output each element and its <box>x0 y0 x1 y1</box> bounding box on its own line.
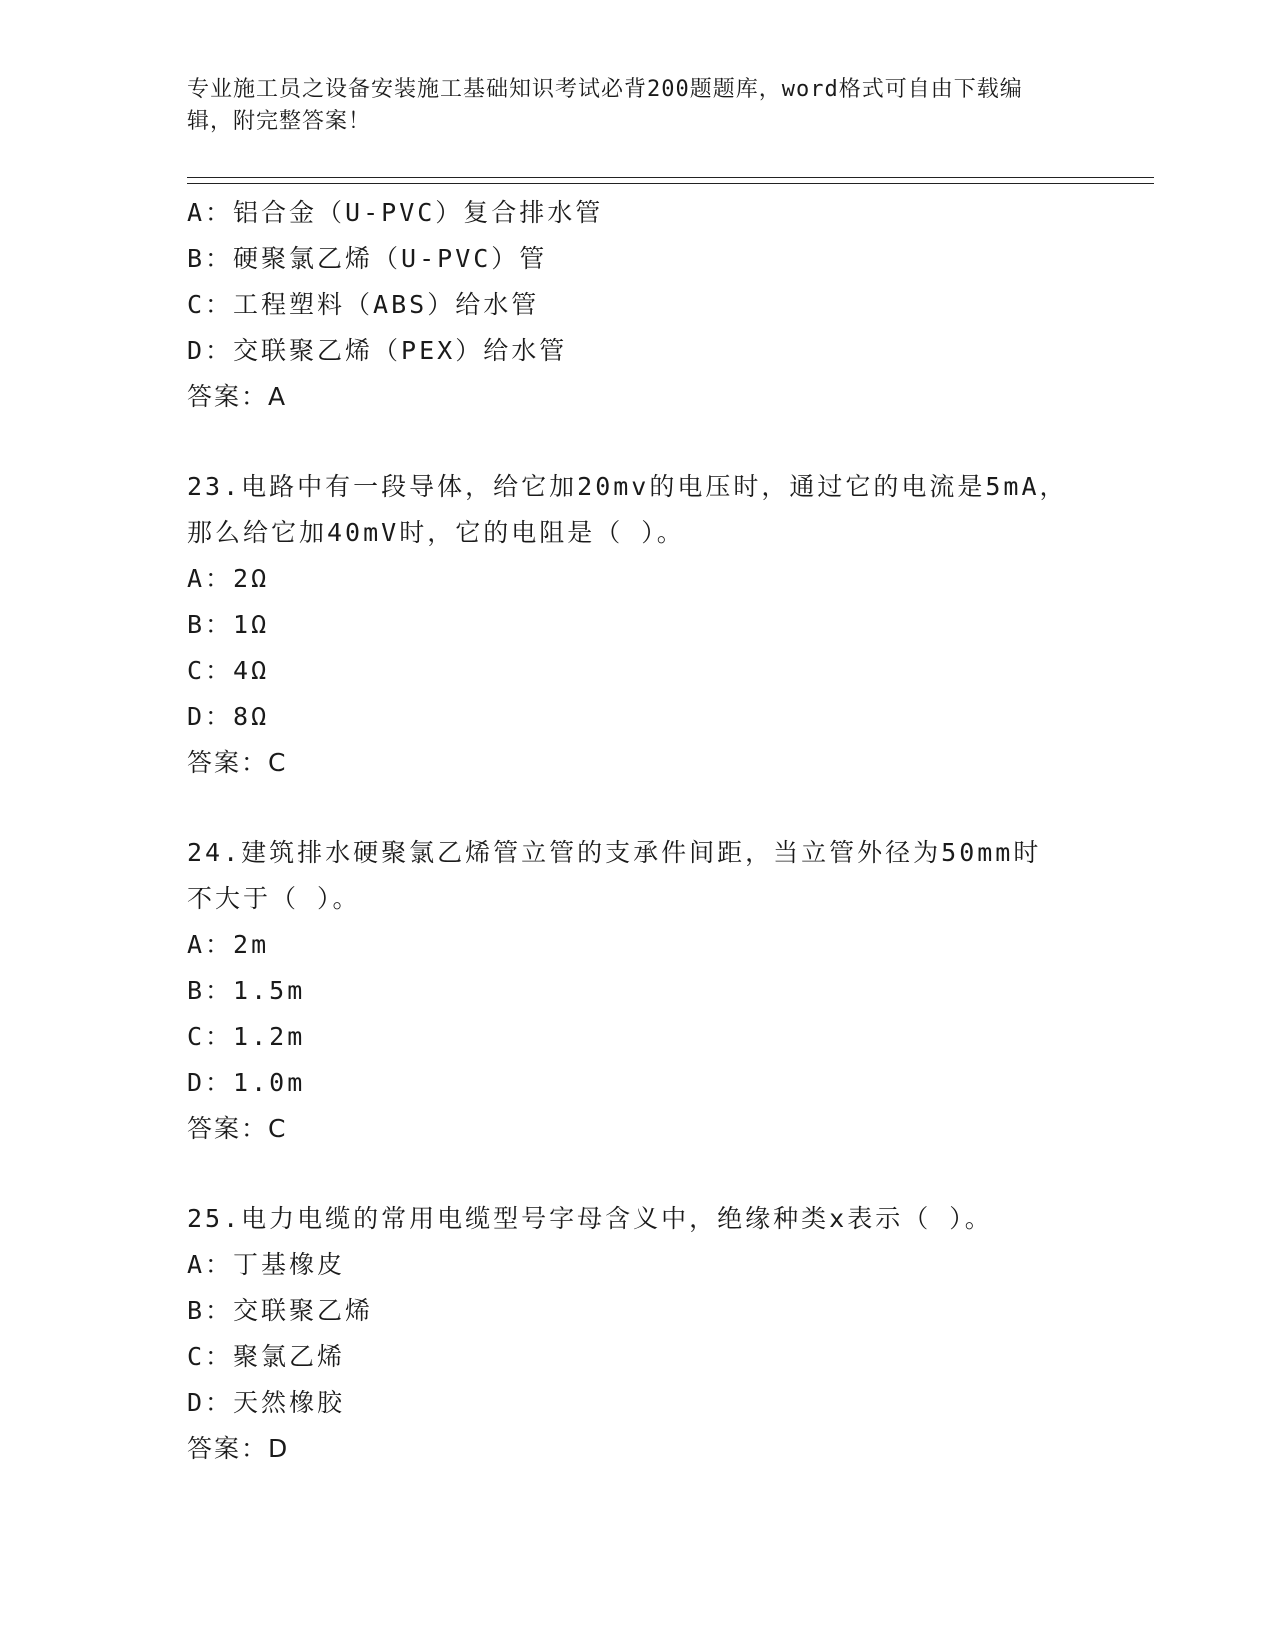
question-stem-line-1: 23.电路中有一段导体，给它加20mv的电压时，通过它的电流是5mA， <box>187 472 1068 501</box>
answer: 答案：C <box>187 1114 288 1143</box>
question-24 <box>187 830 1117 1152</box>
option-a: A：2Ω <box>187 564 270 593</box>
question-25 <box>187 1196 1117 1472</box>
header-divider-bottom <box>187 183 1154 184</box>
option-a: A：2m <box>187 930 270 959</box>
question-list <box>187 190 1117 1472</box>
question-22 <box>187 190 1117 420</box>
option-d: D：1.0m <box>187 1068 306 1097</box>
question-23 <box>187 464 1117 786</box>
option-d: D：交联聚乙烯（PEX）给水管 <box>187 336 568 365</box>
spacer <box>187 1152 1117 1196</box>
option-a: A：铝合金（U-PVC）复合排水管 <box>187 198 604 227</box>
header-divider-top <box>187 177 1154 178</box>
option-c: C：工程塑料（ABS）给水管 <box>187 290 540 319</box>
option-d: D：天然橡胶 <box>187 1388 346 1417</box>
option-b: B：交联聚乙烯 <box>187 1296 374 1325</box>
spacer <box>187 786 1117 830</box>
question-stem-line-1: 25.电力电缆的常用电缆型号字母含义中，绝缘种类x表示（ ）。 <box>187 1204 993 1233</box>
option-b: B：1.5m <box>187 976 306 1005</box>
spacer <box>187 420 1117 464</box>
option-b: B：1Ω <box>187 610 270 639</box>
answer: 答案：C <box>187 748 288 777</box>
answer: 答案：D <box>187 1434 290 1463</box>
document-title: 专业施工员之设备安装施工基础知识考试必背200题题库，word格式可自由下载编辑，附完整答案！ <box>187 77 1023 134</box>
option-a: A：丁基橡皮 <box>187 1250 346 1279</box>
question-stem-line-1: 24.建筑排水硬聚氯乙烯管立管的支承件间距，当立管外径为50mm时 <box>187 838 1042 867</box>
option-c: C：4Ω <box>187 656 270 685</box>
option-c: C：1.2m <box>187 1022 306 1051</box>
option-d: D：8Ω <box>187 702 270 731</box>
option-b: B：硬聚氯乙烯（U-PVC）管 <box>187 244 548 273</box>
option-c: C：聚氯乙烯 <box>187 1342 346 1371</box>
answer: 答案：A <box>187 382 288 411</box>
question-stem-line-2: 那么给它加40mV时，它的电阻是（ ）。 <box>187 518 685 547</box>
question-stem-line-2: 不大于（ ）。 <box>187 884 361 913</box>
